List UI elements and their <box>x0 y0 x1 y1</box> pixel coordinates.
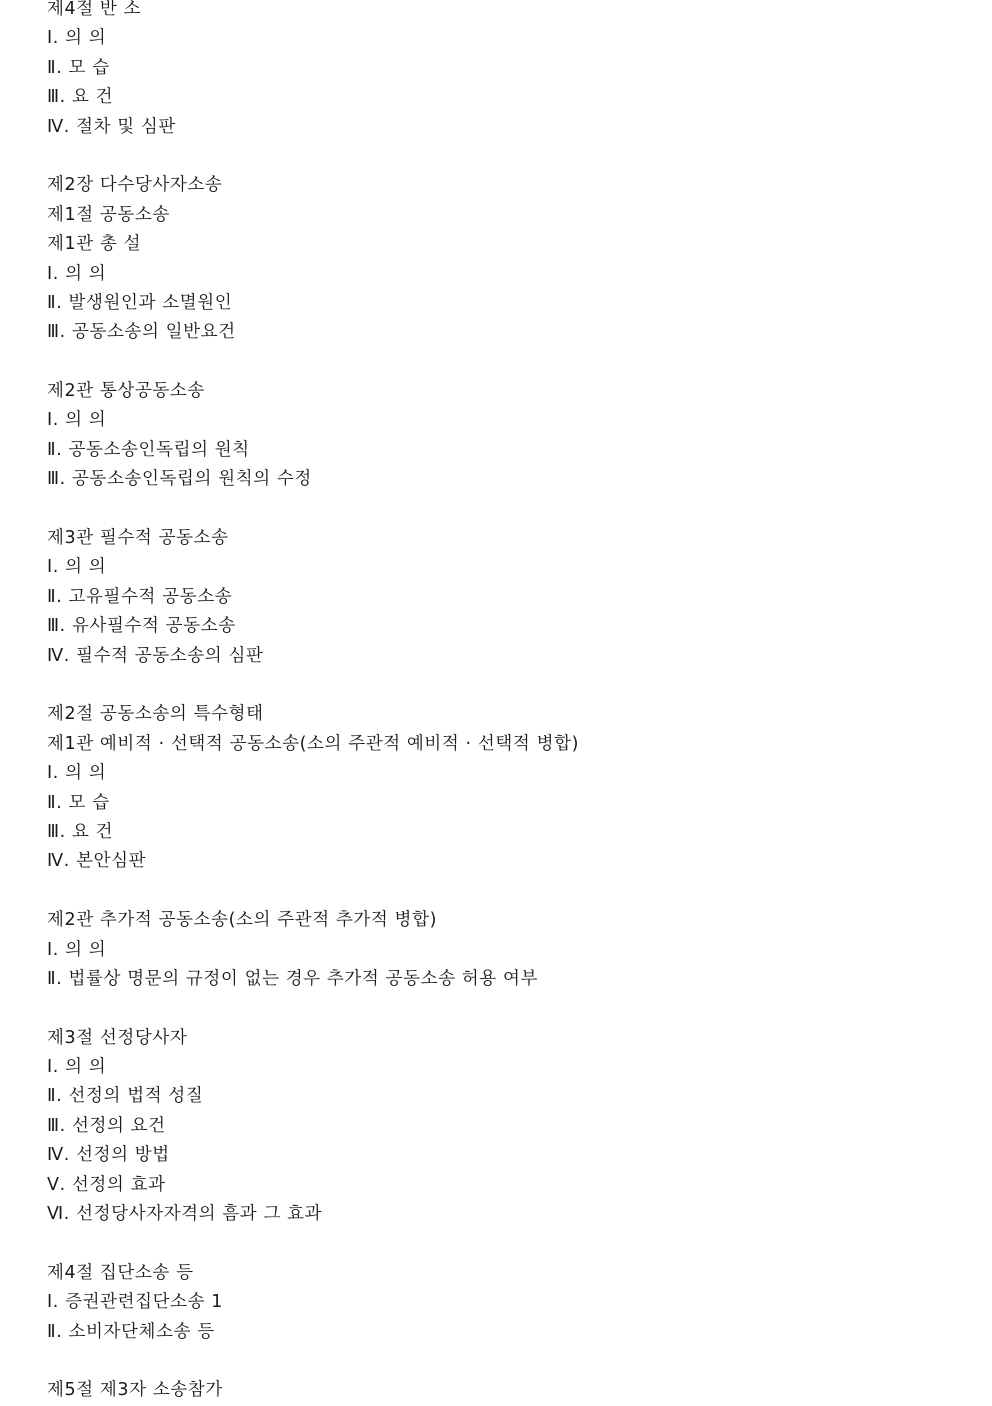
document-body <box>47 0 967 1406</box>
outline-item: Ⅲ. 공동소송인독립의 원칙의 수정 <box>47 469 312 490</box>
outline-item: Ⅰ. 의 의 <box>47 410 107 431</box>
outline-item: Ⅰ. 의 의 <box>47 28 107 49</box>
outline-item: Ⅱ. 발생원인과 소멸원인 <box>47 292 233 313</box>
outline-item: Ⅰ. 의 의 <box>47 557 107 578</box>
subsection-heading: 제3관 필수적 공동소송 <box>47 528 229 549</box>
outline-item: Ⅳ. 본안심판 <box>47 851 147 872</box>
blank-line <box>47 1347 967 1376</box>
section-heading: 제2절 공동소송의 특수형태 <box>47 704 264 725</box>
section-heading: 제1절 공동소송 <box>47 204 170 225</box>
outline-item: Ⅵ. 선정당사자자격의 흠과 그 효과 <box>47 1204 323 1225</box>
section-heading: 제5절 제3자 소송참가 <box>47 1380 223 1401</box>
outline-item: Ⅲ. 공동소송의 일반요건 <box>47 322 236 343</box>
outline-item: Ⅱ. 공동소송인독립의 원칙 <box>47 439 250 460</box>
section-heading: 제4절 반 소 <box>47 0 142 19</box>
subsection-heading: 제1관 예비적 · 선택적 공동소송(소의 주관적 예비적 · 선택적 병합) <box>47 733 580 754</box>
outline-item: Ⅲ. 유사필수적 공동소송 <box>47 616 236 637</box>
outline-item: Ⅰ. 의 의 <box>47 1057 107 1078</box>
blank-line <box>47 1229 967 1258</box>
outline-item: Ⅳ. 필수적 공동소송의 심판 <box>47 645 264 666</box>
outline-item: Ⅲ. 요 건 <box>47 87 114 108</box>
blank-line <box>47 142 967 171</box>
blank-line <box>47 348 967 377</box>
outline-item: Ⅰ. 의 의 <box>47 763 107 784</box>
outline-item: Ⅱ. 고유필수적 공동소송 <box>47 586 233 607</box>
outline-item: Ⅲ. 요 건 <box>47 821 114 842</box>
outline-item: Ⅱ. 소비자단체소송 등 <box>47 1321 215 1342</box>
outline-item: Ⅱ. 선정의 법적 성질 <box>47 1086 204 1107</box>
section-heading: 제4절 집단소송 등 <box>47 1262 194 1283</box>
outline-item: Ⅱ. 모 습 <box>47 792 110 813</box>
outline-item: Ⅰ. 의 의 <box>47 939 107 960</box>
outline-item: Ⅳ. 절차 및 심판 <box>47 116 176 137</box>
blank-line <box>47 495 967 524</box>
subsection-heading: 제1관 총 설 <box>47 234 142 255</box>
outline-item: Ⅲ. 선정의 요건 <box>47 1115 166 1136</box>
blank-line <box>47 994 967 1023</box>
blank-line <box>47 877 967 906</box>
blank-line <box>47 671 967 700</box>
section-heading: 제3절 선정당사자 <box>47 1027 188 1048</box>
outline-item: Ⅰ. 의 의 <box>47 263 107 284</box>
outline-item: Ⅱ. 모 습 <box>47 57 110 78</box>
outline-item: Ⅳ. 선정의 방법 <box>47 1145 170 1166</box>
chapter-heading: 제2장 다수당사자소송 <box>47 175 223 196</box>
outline-item: Ⅴ. 선정의 효과 <box>47 1174 166 1195</box>
subsection-heading: 제2관 통상공동소송 <box>47 381 205 402</box>
subsection-heading: 제2관 추가적 공동소송(소의 주관적 추가적 병합) <box>47 910 437 931</box>
outline-item: Ⅱ. 법률상 명문의 규정이 없는 경우 추가적 공동소송 허용 여부 <box>47 968 538 989</box>
outline-item: Ⅰ. 증권관련집단소송 1 <box>47 1292 224 1313</box>
